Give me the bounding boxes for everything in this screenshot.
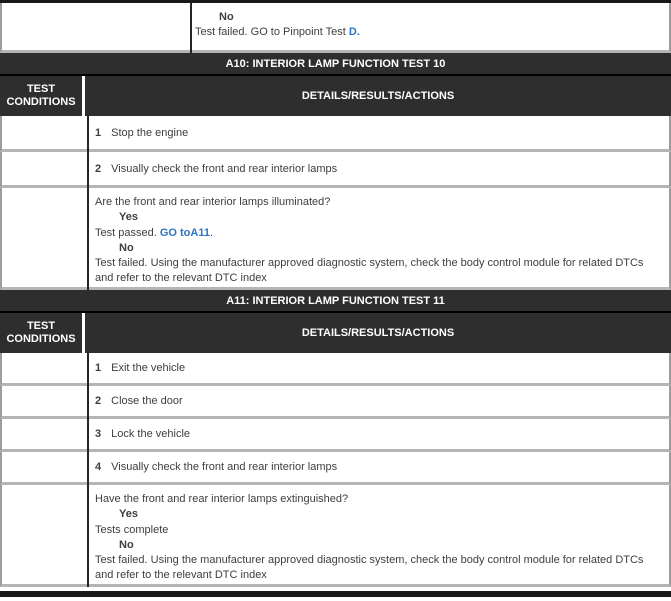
yes-action-line xyxy=(95,523,661,538)
test-conditions-empty-cell xyxy=(2,188,87,287)
yes-action-text: Test passed. xyxy=(95,226,160,239)
question-result-cell xyxy=(87,485,669,584)
details-results-actions-header: DETAILS/RESULTS/ACTIONS xyxy=(301,90,455,102)
no-action-text: Test failed. Using the manufacturer approved diagnostic system, check the body control module for related DTCs and refer to the relevant DTC index xyxy=(95,257,644,285)
result-action-line xyxy=(195,25,663,40)
result-option-no: No xyxy=(219,11,234,23)
step-cell xyxy=(87,386,669,416)
step-cell xyxy=(87,419,669,449)
option-yes: Yes xyxy=(119,508,138,521)
step-text: Close the door xyxy=(111,395,183,407)
step-text: Visually check the front and rear interior lamps xyxy=(111,461,338,473)
test-conditions-empty-cell xyxy=(2,452,87,482)
yes-action-line xyxy=(95,226,661,241)
step-row xyxy=(0,419,671,452)
step-cell xyxy=(87,353,669,383)
step-row xyxy=(0,353,671,386)
step-cell xyxy=(87,452,669,482)
pinpoint-test-result-row xyxy=(0,3,671,53)
step-row xyxy=(0,152,671,188)
step-row xyxy=(0,116,671,152)
step-text: Stop the engine xyxy=(111,126,189,139)
step-cell xyxy=(87,152,669,185)
result-action-text: Test failed. GO to Pinpoint Test xyxy=(195,26,349,39)
test-a10-body xyxy=(0,116,671,290)
test-a11-column-header xyxy=(0,313,671,353)
test-a10-section xyxy=(0,53,671,290)
question-result-row xyxy=(0,188,671,290)
step-text: Visually check the front and rear interior lamps xyxy=(111,162,338,175)
step-row xyxy=(0,386,671,419)
step-number: 2 xyxy=(95,395,102,407)
step-text: Lock the vehicle xyxy=(111,428,191,440)
option-no: No xyxy=(119,241,134,254)
question-text: Have the front and rear interior lamps extinguished? xyxy=(95,493,349,505)
yes-action-suffix: . xyxy=(209,226,214,239)
step-number: 1 xyxy=(95,362,102,374)
test-conditions-empty-cell xyxy=(2,116,87,149)
question-result-cell xyxy=(87,188,669,287)
step-number: 2 xyxy=(95,162,102,175)
test-a10-title-bar: A10: INTERIOR LAMP FUNCTION TEST 10 xyxy=(0,53,671,76)
step-number: 1 xyxy=(95,126,102,139)
test-a11-title-bar: A11: INTERIOR LAMP FUNCTION TEST 11 xyxy=(0,290,671,313)
step-text: Exit the vehicle xyxy=(111,362,186,374)
option-no: No xyxy=(119,538,134,551)
test-conditions-header: TEST CONDITIONS xyxy=(0,313,85,353)
question-text: Are the front and rear interior lamps illuminated? xyxy=(95,196,331,208)
question-result-row xyxy=(0,485,671,587)
test-conditions-empty-cell xyxy=(2,152,87,185)
step-number: 3 xyxy=(95,428,102,440)
test-conditions-empty-cell xyxy=(2,485,87,584)
yes-action-text: Tests complete xyxy=(95,523,169,536)
no-action-text: Test failed. Using the manufacturer approved diagnostic system, check the body control module for related DTCs and refer to the relevant DTC index xyxy=(95,554,644,582)
step-row xyxy=(0,452,671,485)
pinpoint-test-d-link[interactable]: D. xyxy=(348,26,360,39)
test-a11-section xyxy=(0,290,671,587)
option-yes: Yes xyxy=(119,211,138,224)
step-number: 4 xyxy=(95,461,102,473)
test-conditions-empty-cell xyxy=(2,353,87,383)
test-a10-column-header xyxy=(0,76,671,116)
test-a11-body xyxy=(0,353,671,587)
go-to-a11-link[interactable]: GO toA11 xyxy=(159,226,210,239)
test-conditions-empty-cell xyxy=(2,386,87,416)
step-cell xyxy=(87,116,669,149)
test-conditions-header: TEST CONDITIONS xyxy=(0,76,85,116)
test-conditions-empty-cell xyxy=(2,3,190,50)
result-cell xyxy=(190,3,669,50)
next-table-edge xyxy=(0,591,671,597)
details-results-actions-header: DETAILS/RESULTS/ACTIONS xyxy=(301,327,455,339)
test-conditions-empty-cell xyxy=(2,419,87,449)
